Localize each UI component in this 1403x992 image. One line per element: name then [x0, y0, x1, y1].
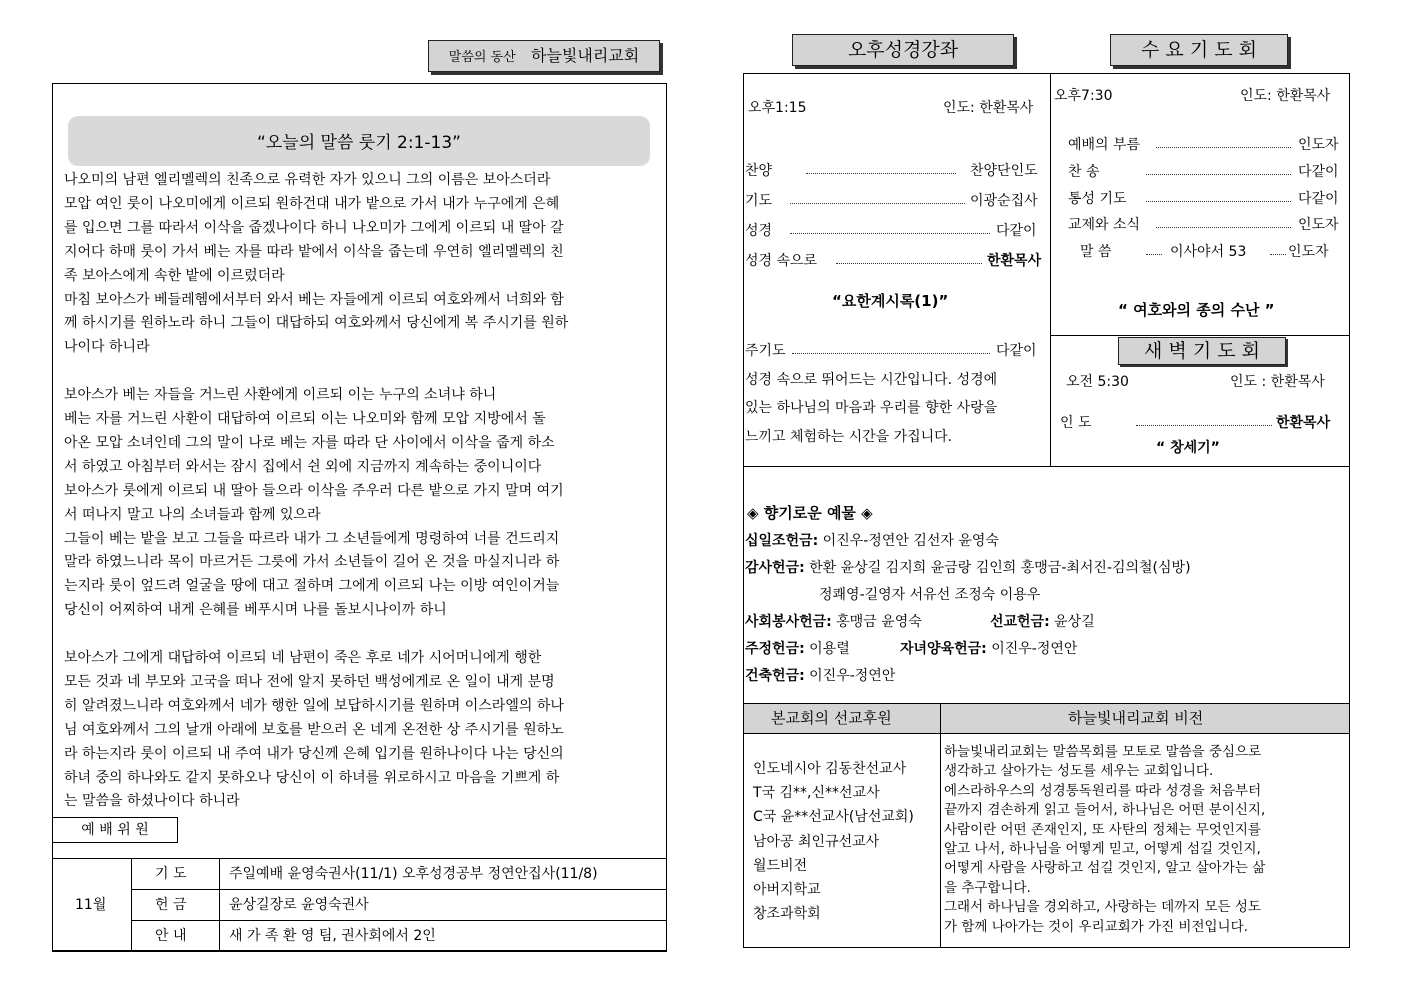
sermon-line: 서 하였고 아침부터 와서는 잠시 집에서 쉰 외에 지금까지 계속하는 중이니이다 — [64, 458, 542, 475]
afternoon-item-value: 한환목사 — [987, 253, 1042, 269]
afternoon-closing-label: 주기도 — [745, 343, 786, 359]
wednesday-item-value: 인도자 — [1298, 217, 1339, 233]
afternoon-item-label: 성경 — [745, 223, 773, 239]
wednesday-item-label: 통성 기도 — [1068, 191, 1127, 207]
vision-heading: 하늘빛내리교회 비전 — [1068, 709, 1204, 727]
mission-item: C국 윤**선교사(남선교회) — [753, 809, 914, 826]
sermon-line: 를 입으면 그를 따라서 이삭을 줍겠나이다 하니 나오미가 그에게 이르되 내 딸아 갈 — [64, 219, 564, 236]
afternoon-closing-value: 다같이 — [996, 343, 1037, 359]
offering-thanks-cont: 정쾌영-길영자 서유선 조정숙 이용우 — [819, 587, 1041, 603]
offering-tithe-label: 십일조헌금: — [745, 533, 819, 549]
offering-thanks-names: 한환 윤상길 김지희 윤금랑 김인희 홍맹금-최서진-김의철(심방) — [809, 560, 1191, 576]
mission-item: T국 김**,신**선교사 — [753, 785, 880, 802]
wednesday-time: 오후7:30 — [1054, 88, 1113, 104]
vision-line: 생각하고 살아가는 성도를 세우는 교회입니다. — [944, 763, 1214, 780]
offering-building-names: 이진우-정연안 — [809, 668, 896, 684]
sermon-line: 는지라 룻이 엎드려 얼굴을 땅에 대고 절하며 그에게 이르되 나는 이방 여인이거늘 — [64, 578, 560, 595]
dawn-prayer-header: 새 벽 기 도 회 — [1118, 337, 1286, 365]
afternoon-time: 오후1:15 — [748, 100, 807, 116]
afternoon-class-header: 오후성경강좌 — [792, 34, 1014, 66]
staff-value-prayer: 주일예배 윤영숙권사(11/1) 오후성경공부 정연안집사(11/8) — [229, 866, 598, 882]
offering-tithe — [745, 531, 999, 551]
vision-line: 사람이란 어떤 존재인지, 또 사탄의 정체는 무엇인지를 — [944, 821, 1261, 838]
offering-weekly-label: 주정헌금: — [745, 641, 805, 657]
vision-line: 하늘빛내리교회는 말씀목회를 모토로 말씀을 중심으로 — [944, 744, 1262, 760]
vision-line: 을 추구합니다. — [944, 879, 1031, 896]
sermon-line: 님 여호와께서 그의 날개 아래에 보호를 받으러 온 네게 온전한 상 주시기를 원하노 — [64, 721, 564, 738]
sermon-line: 나이다 하니라 — [64, 339, 150, 356]
sermon-line: 는 말씀을 하셨나이다 하니라 — [64, 793, 240, 810]
afternoon-leader: 인도: 한환목사 — [943, 100, 1034, 116]
dawn-leader: 인도 : 한환목사 — [1230, 374, 1325, 390]
afternoon-item-value: 이광순집사 — [970, 193, 1038, 209]
afternoon-desc: 있는 하나님의 마음과 우리를 향한 사랑을 — [745, 400, 998, 416]
sermon-line: 지어다 하매 룻이 가서 베는 자를 따라 밭에서 이삭을 줍는데 우연히 엘리멜렉의 친 — [64, 243, 564, 260]
sermon-line: 그들이 베는 밭을 보고 그들을 따르라 내가 그 소년들에게 명령하여 너를 건드리지 — [64, 530, 560, 547]
afternoon-item-value: 찬양단인도 — [970, 163, 1038, 179]
wednesday-leader: 인도: 한환목사 — [1240, 88, 1331, 104]
wednesday-item-value: 인도자 — [1298, 137, 1339, 153]
dawn-value: 한환목사 — [1276, 415, 1331, 431]
wednesday-item-label: 교제와 소식 — [1068, 217, 1141, 233]
offerings-heading: ◈ 향기로운 예물 ◈ — [747, 504, 873, 522]
offering-children — [900, 639, 1077, 659]
mission-item: 창조과학회 — [753, 906, 821, 923]
wednesday-sermon-label: 말 씀 — [1080, 244, 1112, 260]
dawn-topic: “ 창세기” — [1156, 440, 1220, 456]
mission-item: 아버지학교 — [753, 882, 821, 898]
afternoon-item-value: 다같이 — [996, 223, 1037, 239]
offering-tithe-names: 이진우-정연안 김선자 윤영숙 — [822, 533, 999, 549]
wednesday-item-label: 예배의 부름 — [1068, 137, 1141, 153]
sermon-line: 나오미의 남편 엘리멜렉의 친족으로 유력한 자가 있으니 그의 이름은 보아스더라 — [64, 172, 551, 188]
mission-item: 월드비전 — [753, 857, 808, 874]
header-church-name: 하늘빛내리교회 — [531, 46, 640, 65]
afternoon-desc: 느끼고 체험하는 시간을 가집니다. — [745, 429, 953, 445]
church-header — [428, 40, 660, 72]
staff-label: 예 배 위 원 — [52, 817, 178, 843]
sermon-line: 께 하시기를 원하노라 하니 그들이 대답하되 여호와께서 당신에게 복 주시기를 원하 — [64, 315, 569, 332]
sermon-line — [64, 359, 652, 383]
staff-role-guide: 안 내 — [155, 928, 187, 944]
offering-mission-label: 선교헌금: — [990, 614, 1050, 630]
afternoon-item-label: 찬양 — [745, 163, 773, 179]
sermon-line: 족 보아스에게 속한 밭에 이르렀더라 — [64, 267, 285, 284]
wednesday-item-value: 다같이 — [1298, 191, 1339, 207]
missions-heading: 본교회의 선교후원 — [771, 709, 892, 727]
offering-children-label: 자녀양육헌금: — [900, 641, 987, 657]
wednesday-prayer-header: 수 요 기 도 회 — [1110, 34, 1288, 66]
dawn-time: 오전 5:30 — [1066, 374, 1129, 390]
sermon-line: 히 알려졌느니라 여호와께서 네가 행한 일에 보답하시기를 원하며 이스라엘의 하나 — [64, 697, 564, 714]
sermon-line: 모든 것과 네 부모와 고국을 떠나 전에 알지 못하던 백성에게로 온 일이 내게 분명 — [64, 673, 555, 690]
offering-service — [745, 612, 922, 632]
wednesday-topic: “ 여호와의 종의 수난 ” — [1118, 301, 1275, 319]
sermon-title: “오늘의 말씀 룻기 2:1-13” — [68, 116, 650, 166]
mission-item: 인도네시아 김동찬선교사 — [753, 761, 907, 777]
afternoon-topic: “요한계시록(1)” — [832, 292, 949, 310]
sermon-line: 하녀 중의 하나와도 같지 못하오나 당신이 이 하녀를 위로하시고 마음을 기쁘게 하 — [64, 769, 560, 786]
afternoon-item-label: 성경 속으로 — [745, 253, 818, 269]
wednesday-item-value: 다같이 — [1298, 164, 1339, 180]
offering-building-label: 건축헌금: — [745, 668, 805, 684]
staff-role-prayer: 기 도 — [155, 866, 187, 882]
vision-line: 가 함께 나아가는 것이 우리교회가 가진 비전입니다. — [944, 918, 1248, 935]
afternoon-desc: 성경 속으로 뛰어드는 시간입니다. 성경에 — [745, 372, 998, 388]
offering-thanks — [745, 558, 1191, 578]
vision-line: 끝까지 겸손하게 읽고 들어서, 하나님은 어떤 분이신지, — [944, 802, 1266, 819]
sermon-line: 보아스가 룻에게 이르되 내 딸아 들으라 이삭을 주우러 다른 밭으로 가지 말며 여기 — [64, 482, 564, 499]
offering-service-names: 홍맹금 윤영숙 — [836, 614, 922, 630]
staff-value-guide: 새 가 족 환 영 팀, 권사회에서 2인 — [229, 928, 436, 944]
offering-mission — [990, 612, 1095, 632]
vision-line: 어떻게 사람을 사랑하고 섬길 것인지, 알고 살아가는 삶 — [944, 860, 1266, 877]
vision-line: 에스라하우스의 성경통독원리를 따라 성경을 처음부터 — [944, 782, 1262, 799]
wednesday-item-label: 찬 송 — [1068, 164, 1100, 180]
sermon-line: 아온 모압 소녀인데 그의 말이 나로 베는 자를 따라 단 사이에서 이삭을 줍게 하소 — [64, 434, 555, 451]
dawn-label: 인 도 — [1060, 415, 1092, 431]
offering-weekly — [745, 639, 850, 659]
sermon-line: 서 떠나지 말고 나의 소녀들과 함께 있으라 — [64, 506, 321, 523]
staff-month: 11월 — [75, 897, 107, 913]
sermon-line: 마침 보아스가 베들레헴에서부터 와서 베는 자들에게 이르되 여호와께서 너희와 함 — [64, 291, 564, 308]
sermon-line: 라 하는지라 룻이 이르되 내 주여 내가 당신께 은혜 입기를 원하나이다 나는 당신의 — [64, 745, 564, 762]
wednesday-sermon-value: 인도자 — [1288, 244, 1329, 260]
sermon-line — [64, 622, 652, 646]
sermon-line: 보아스가 베는 자들을 거느린 사환에게 이르되 이는 누구의 소녀냐 하니 — [64, 387, 497, 404]
offering-children-names: 이진우-정연안 — [991, 641, 1078, 657]
staff-table — [52, 858, 667, 952]
staff-role-offering: 헌 금 — [155, 897, 187, 913]
sermon-line: 당신이 어찌하여 내게 은혜를 베푸시며 나를 돌보시나이까 하니 — [64, 602, 447, 619]
sermon-line: 베는 자를 거느린 사환이 대답하여 이르되 이는 나오미와 함께 모압 지방에서 돌 — [64, 411, 546, 427]
staff-value-offering: 윤상길장로 윤영숙권사 — [229, 897, 369, 913]
mission-item: 남아공 최인규선교사 — [753, 833, 880, 850]
offering-mission-names: 윤상길 — [1054, 614, 1095, 630]
offering-building — [745, 666, 895, 686]
offering-weekly-names: 이용렬 — [809, 641, 850, 657]
afternoon-item-label: 기도 — [745, 193, 773, 209]
wednesday-sermon-text: 이사야서 53 — [1170, 244, 1247, 260]
sermon-line: 보아스가 그에게 대답하여 이르되 네 남편이 죽은 후로 네가 시어머니에게 행한 — [64, 650, 542, 666]
header-subtitle: 말씀의 동산 — [448, 50, 516, 65]
offering-thanks-label: 감사헌금: — [745, 560, 805, 576]
sermon-line: 모압 여인 룻이 나오미에게 이르되 원하건대 내가 밭으로 가서 내가 누구에게 은혜 — [64, 195, 560, 212]
offering-service-label: 사회봉사헌금: — [745, 614, 832, 630]
sermon-line: 말라 하였느니라 목이 마르거든 그릇에 가서 소년들이 길어 온 것을 마실지니라 하 — [64, 554, 560, 571]
vision-line: 그래서 하나님을 경외하고, 사랑하는 데까지 모든 성도 — [944, 899, 1261, 916]
vision-line: 알고 나서, 하나님을 어떻게 믿고, 어떻게 섬길 것인지, — [944, 841, 1261, 857]
